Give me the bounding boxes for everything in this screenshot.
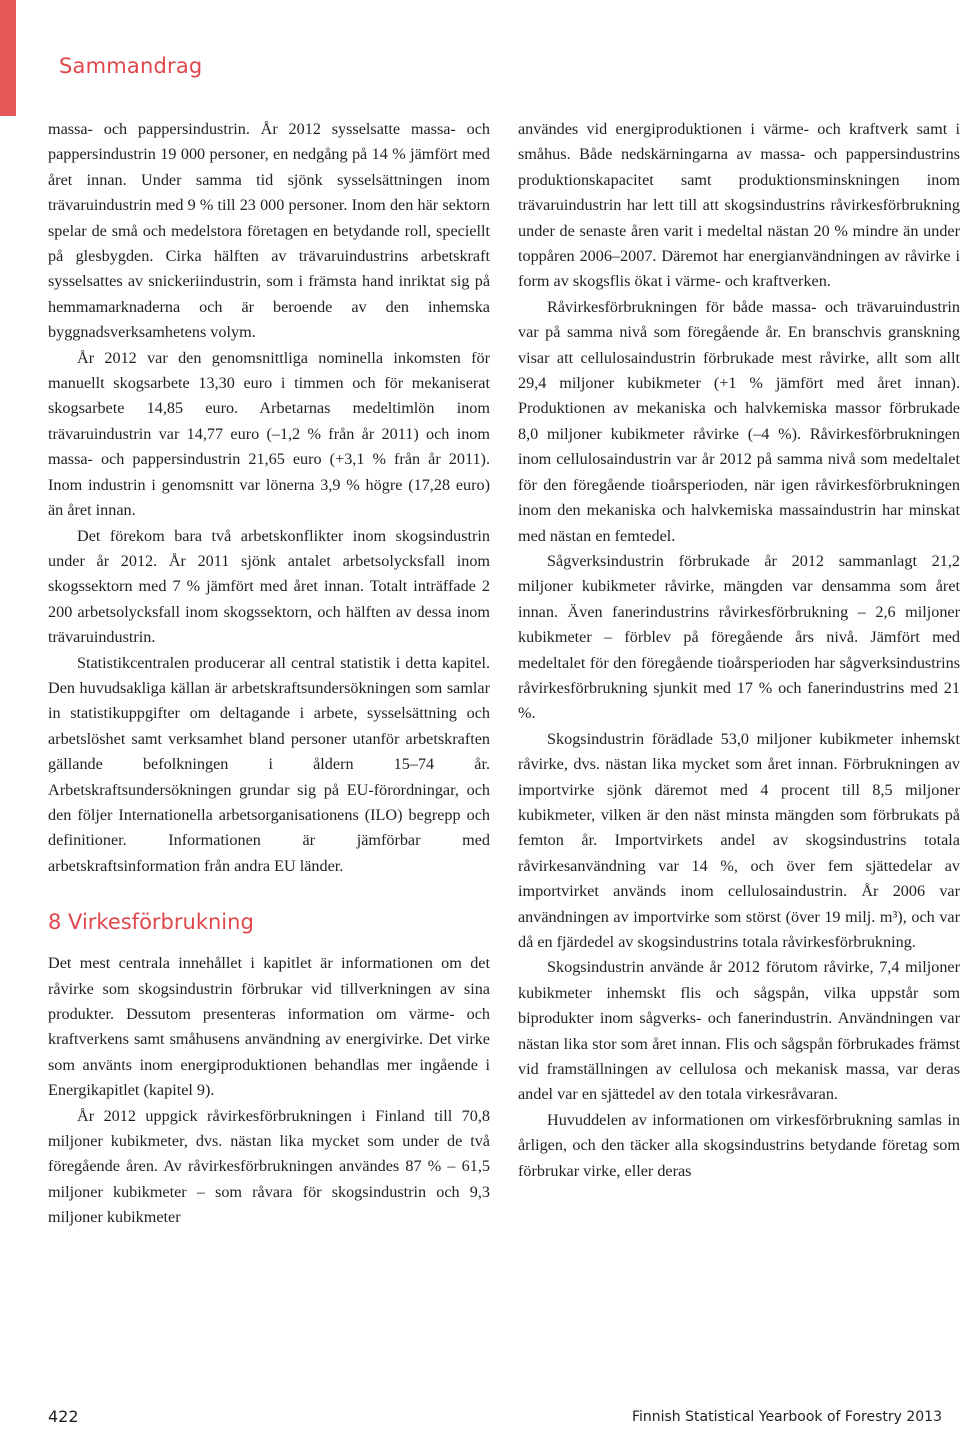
page-number: 422 <box>48 1407 79 1426</box>
paragraph: användes vid energiproduktionen i värme- och kraftverk samt i småhus. Både nedskärningarna av massa- och pappersindustrins produktionskapacitet samt produktionsminskningen inom trävaruindustrin har lett till att skogsindustrins råvirkesförbrukning under de senaste åren varit i medeltal nästan 20 % mindre än under toppåren 2006–2007. Däremot har energianvändningen av råvirke i form av skogsflis ökat i värme- och kraftverken. <box>518 120 960 291</box>
paragraph: Råvirkesförbrukningen för både massa- och trävaruindustrin var på samma nivå som föregående år. En branschvis granskning visar att cellulosaindustrin förbrukade mest råvirke, allt som allt 29,4 miljoner kubikmeter (+1 % jämfört med året innan). Produktionen av mekaniska och halvkemiska massor förbrukade 8,0 miljoner kubikmeter råvirke (–4 %). Råvirkesförbrukningen inom cellulosaindustrin var år 2012 på samma nivå som medeltalet för den föregående tioårsperioden, när igen råvirkesförbrukningen inom den mekaniska och halvkemiska massaindustrin har minskat med nästan en femtedel. <box>518 297 960 545</box>
paragraph: Det mest centrala innehållet i kapitlet är informationen om det råvirke som skogsindustrin förbrukar vid tillverkningen av sina produkter. Dessutom presenteras information om värme- och kraftverkens samt småhusens användning av energivirke. Det virke som använts inom energiproduktionen behandlas mer ingående i Energikapitlet (kapitel 9). <box>48 954 490 1100</box>
paragraph: År 2012 var den genomsnittliga nominella inkomsten för manuellt skogsarbete 13,30 euro i timmen och för mekaniserat skogsarbete 14,85 euro. Arbetarnas medeltimlön inom trävaruindustrin var 14,77 euro (–1,2 % från år 2011) och inom massa- och pappersindustrin 21,65 euro (+3,1 % från år 2011). Inom industrin i genomsnitt var lönerna 3,9 % högre (17,28 euro) än året innan. <box>48 348 490 520</box>
paragraph: massa- och pappersindustrin. År 2012 sysselsatte massa- och pappersindustrin 19 000 personer, en nedgång på 14 % jämfört med året innan. Under samma tid sjönk sysselsättningen inom trävaruindustrin med 9 % till 23 000 personer. Inom den här sektorn spelar de små och medelstora företagen en betydande roll, speciellt på glesbygden. Cirka hälften av trävaruindustrins arbetskraft sysselsattes av snickeriindustrin, som i främsta hand inriktat sig på hemmamarknaderna och är beroende av den inhemska byggnadsverksamhetens volym. <box>48 120 490 342</box>
paragraph: Det förekom bara två arbetskonflikter inom skogsindustrin under år 2012. År 2011 sjönk antalet arbetsolycksfall inom skogssektorn med 7 % jämfört med året innan. Totalt inträffade 2 200 arbetsolycksfall inom skogssektorn, och hälften av dessa inom trävaruindustrin. <box>48 526 490 647</box>
paragraph: Sågverksindustrin förbrukade år 2012 sammanlagt 21,2 miljoner kubikmeter råvirke, mängden var densamma som året innan. Även fanerindustrins råvirkesförbrukning – 2,6 miljoner kubikmeter – förblev på föregående års nivå. Jämfört med medeltalet för den föregående tioårsperioden har sågverksindustrins råvirkesförbrukning sjunkit med 17 % och fanerindustrins med 21 %. <box>518 551 960 723</box>
left-column <box>48 117 490 1231</box>
paragraph: År 2012 uppgick råvirkesförbrukningen i Finland till 70,8 miljoner kubikmeter, dvs. nästan lika mycket som under de två föregående åren. Av råvirkesförbrukningen användes 87 % – 61,5 miljoner kubikmeter – som råvara för skogsindustrin och 9,3 miljoner kubikmeter <box>48 1106 490 1227</box>
paragraph: Skogsindustrin förädlade 53,0 miljoner kubikmeter inhemskt råvirke, dvs. nästan lika mycket som året innan. Förbrukningen av importvirke sjönk däremot med 4 procent till 8,5 miljoner kubikmeter, vilken är den näst minsta mängden som förbrukats på femton år. Importvirkets andel av skogsindustrins totala råvirkesanvändning var 14 %, och över fem sjättedelar av importvirket används inom cellulosaindustrin. År 2006 var användningen av importvirke som störst (över 19 milj. m³), och var då en fjärdedel av skogsindustrins totala råvirkesförbrukning. <box>518 729 960 951</box>
paragraph: Skogsindustrin använde år 2012 förutom råvirke, 7,4 miljoner kubikmeter inhemskt flis och sågspån, vilka uppstår som biprodukter inom sågverks- och fanerindustrin. Användningen var nästan lika stor som året innan. Flis och sågspån förbrukades främst vid framställningen av cellulosa och mekanisk massa, var deras andel var en sjättedel av den totala virkesråvaran. <box>518 958 960 1104</box>
chapter-heading: 8 Virkesförbrukning <box>48 910 254 935</box>
paragraph: Huvuddelen av informationen om virkesförbrukning samlas in årligen, och den täcker alla skogsindustrins betydande företag som förbrukar virke, eller deras <box>518 1110 960 1180</box>
section-title: Sammandrag <box>59 54 203 78</box>
right-column <box>518 117 960 1184</box>
paragraph: Statistikcentralen producerar all central statistik i detta kapitel. Den huvudsakliga källan är arbetskraftsundersökningen som samlar in statistikuppgifter om deltagande i arbete, sysselsättning och arbetslöshet samt verksamhet bland personer utanför arbetskraften gällande befolkningen i åldern 15–74 år. Arbetskraftsundersökningen grundar sig på EU-förordningar, och den följer Internationella arbetsorganisationens (ILO) begrepp och definitioner. Informationen är jämförbar med arbetskraftsinformation från andra EU länder. <box>48 653 490 875</box>
publication-title: Finnish Statistical Yearbook of Forestry 2013 <box>631 1409 942 1425</box>
header-accent-bar <box>0 0 16 116</box>
